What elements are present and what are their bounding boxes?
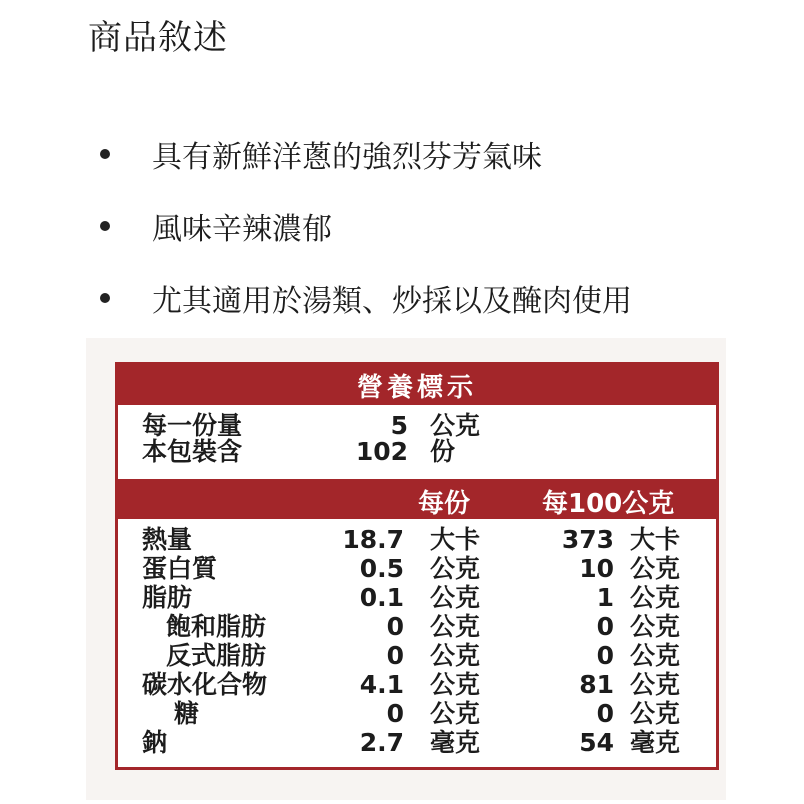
nutrient-per-serving: 0 (386, 699, 404, 728)
nutrient-unit-100g: 公克 (630, 670, 681, 699)
nutrient-row (118, 614, 716, 640)
nutrient-unit-100g: 公克 (630, 641, 681, 670)
nutrient-row (118, 701, 716, 727)
nutrient-unit-100g: 毫克 (630, 728, 681, 757)
nutrient-row (118, 730, 716, 756)
nutrient-label: 反式脂肪 (166, 641, 267, 670)
serving-value: 102 (355, 437, 408, 466)
list-item-text: 具有新鮮洋蔥的強烈芬芳氣味 (152, 140, 542, 175)
nutrient-unit-serving: 公克 (430, 583, 481, 612)
nutrient-unit-100g: 公克 (630, 583, 681, 612)
nutrition-facts-table (115, 362, 719, 770)
nutrient-label: 糖 (174, 699, 200, 728)
serving-row (118, 413, 716, 439)
bullet-icon (100, 293, 110, 303)
nutrient-row (118, 672, 716, 698)
feature-list (100, 118, 780, 334)
nutrient-unit-100g: 大卡 (630, 525, 681, 554)
nutrient-unit-serving: 公克 (430, 670, 481, 699)
page-title: 商品敘述 (88, 18, 228, 58)
nutrient-unit-serving: 公克 (430, 554, 481, 583)
nutrient-label: 碳水化合物 (142, 670, 268, 699)
nutrition-header: 營養標示 (118, 365, 716, 405)
nutrient-row (118, 556, 716, 582)
serving-unit: 公克 (430, 411, 481, 440)
nutrient-per-serving: 0.5 (359, 554, 404, 583)
nutrient-per-100g: 1 (596, 583, 614, 612)
nutrient-row (118, 643, 716, 669)
list-item (100, 262, 780, 334)
serving-label: 本包裝含 (142, 437, 243, 466)
list-item-text: 尤其適用於湯類、炒採以及醃肉使用 (152, 284, 632, 319)
nutrient-unit-serving: 毫克 (430, 728, 481, 757)
nutrient-label: 蛋白質 (142, 554, 218, 583)
serving-label: 每一份量 (142, 411, 243, 440)
nutrient-per-serving: 0 (386, 612, 404, 641)
nutrient-per-100g: 373 (561, 525, 614, 554)
serving-value: 5 (390, 411, 408, 440)
nutrient-unit-100g: 公克 (630, 612, 681, 641)
column-header-bar (118, 479, 716, 519)
bullet-icon (100, 149, 110, 159)
serving-unit: 份 (430, 437, 456, 466)
nutrient-unit-serving: 公克 (430, 699, 481, 728)
nutrient-per-serving: 0.1 (359, 583, 404, 612)
nutrient-label: 鈉 (142, 728, 168, 757)
nutrient-unit-100g: 公克 (630, 699, 681, 728)
nutrient-per-100g: 81 (579, 670, 614, 699)
nutrient-per-serving: 2.7 (359, 728, 404, 757)
nutrient-unit-100g: 公克 (630, 554, 681, 583)
bullet-icon (100, 221, 110, 231)
column-per-serving: 每份 (418, 489, 471, 519)
serving-row (118, 439, 716, 465)
nutrient-label: 熱量 (142, 525, 193, 554)
nutrient-per-100g: 0 (596, 699, 614, 728)
nutrient-per-serving: 18.7 (342, 525, 404, 554)
nutrient-per-100g: 54 (579, 728, 614, 757)
nutrient-per-serving: 0 (386, 641, 404, 670)
nutrient-label: 脂肪 (142, 583, 193, 612)
nutrient-per-100g: 10 (579, 554, 614, 583)
nutrient-unit-serving: 公克 (430, 612, 481, 641)
nutrient-label: 飽和脂肪 (166, 612, 267, 641)
nutrient-per-100g: 0 (596, 612, 614, 641)
nutrient-per-serving: 4.1 (359, 670, 404, 699)
nutrient-row (118, 585, 716, 611)
nutrient-unit-serving: 公克 (430, 641, 481, 670)
column-per-100g: 每100公克 (542, 489, 675, 519)
nutrient-row (118, 527, 716, 553)
list-item (100, 118, 780, 190)
list-item (100, 190, 780, 262)
nutrient-per-100g: 0 (596, 641, 614, 670)
list-item-text: 風味辛辣濃郁 (152, 212, 332, 247)
nutrient-unit-serving: 大卡 (430, 525, 481, 554)
